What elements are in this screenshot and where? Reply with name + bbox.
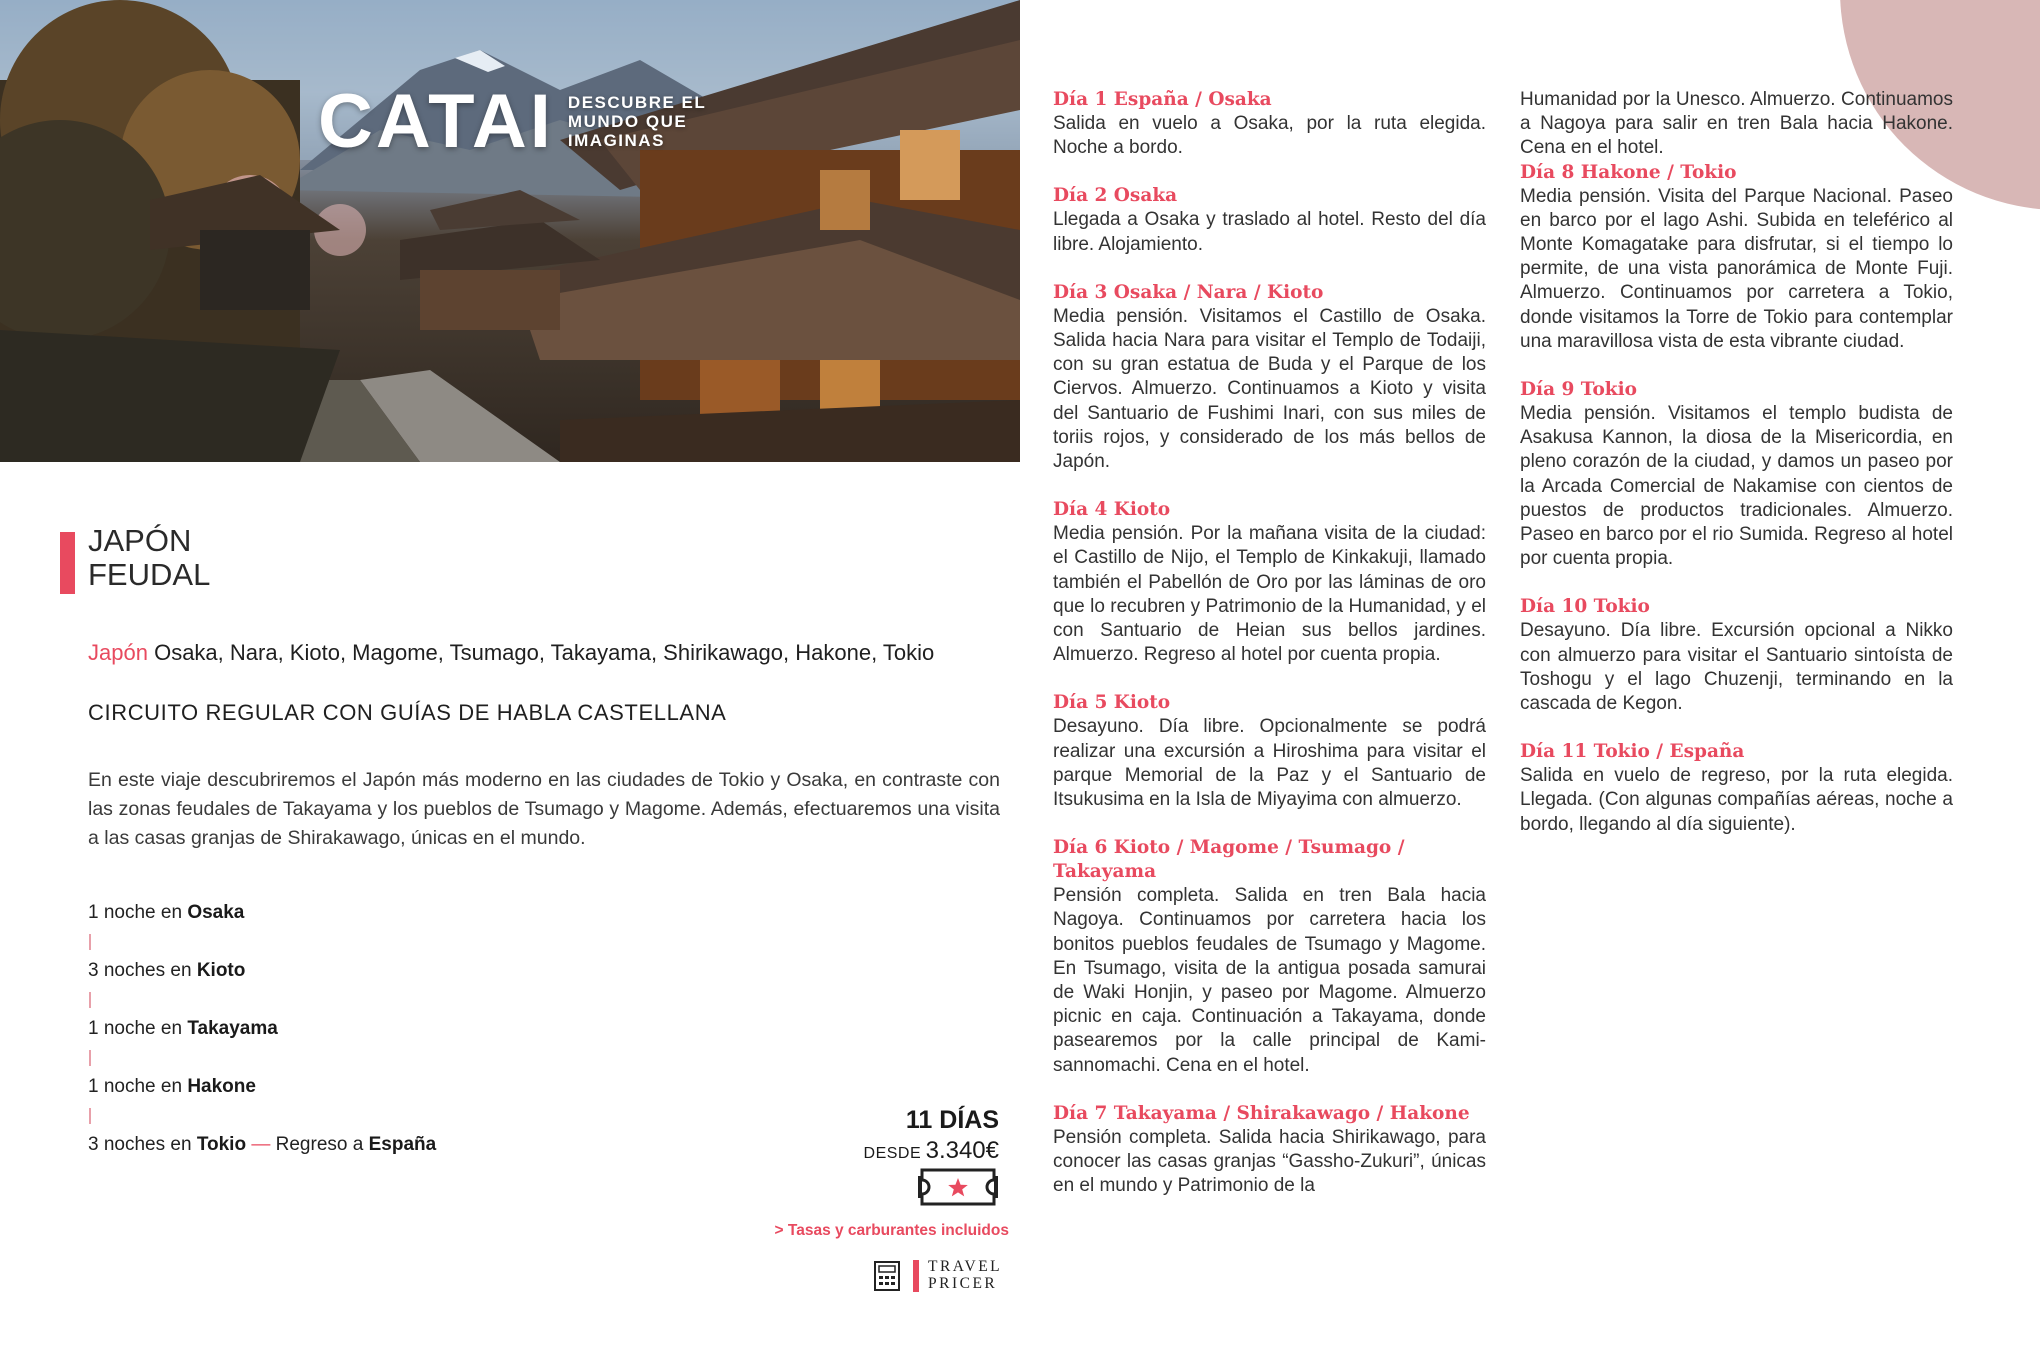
- itinerary-column-1: [1053, 88, 1486, 1199]
- itinerary-day: [1053, 836, 1486, 1078]
- travel-pricer-logo: [928, 1258, 1002, 1292]
- itinerary-day: [1053, 184, 1486, 256]
- day-title: Día 7 Takayama / Shirakawago / Hakone: [1053, 1102, 1470, 1124]
- trip-duration: 11 DÍAS: [905, 1106, 999, 1134]
- brand-tagline-line: DESCUBRE EL: [567, 93, 707, 112]
- day-text: Salida en vuelo a Osaka, por la ruta elegida. Noche a bordo.: [1053, 113, 1486, 159]
- brand-name: CATAI: [318, 79, 554, 164]
- itinerary-day: [1053, 88, 1486, 160]
- intro-paragraph: En este viaje descubriremos el Japón más moderno en las ciudades de Tokio y Osaka, en contraste con las zonas feudales de Takayama y los pueblos de Tsumago y Magome. Además, efectuaremos una visita a las casas granjas de Shirakawago, únicas en el mundo.: [88, 769, 1000, 849]
- itinerary-day: [1520, 595, 1953, 716]
- day-text: Salida en vuelo de regreso, por la ruta elegida. Llegada. (Con algunas compañías aéreas, noche a bordo, llegando al día siguiente).: [1520, 765, 1953, 835]
- itinerary-day: [1520, 378, 1953, 571]
- night-count: 3 noches en: [88, 960, 192, 981]
- catai-logo: [318, 78, 706, 165]
- night-dash: —: [251, 1134, 271, 1155]
- nights-list: [88, 898, 588, 1159]
- day-title: Día 1 España / Osaka: [1053, 89, 1272, 110]
- calculator-icon: [873, 1260, 901, 1292]
- night-city: Takayama: [187, 1018, 278, 1039]
- itinerary-day: [1520, 740, 1953, 837]
- day-title: Día 9 Tokio: [1520, 379, 1637, 401]
- day-title: Día 5 Kioto: [1053, 692, 1171, 714]
- itinerary-day: [1520, 161, 1953, 354]
- pricer-accent-bar: [913, 1260, 919, 1292]
- page-title: [88, 524, 210, 592]
- day-title: Día 3 Osaka / Nara / Kioto: [1053, 281, 1324, 303]
- price-amount: 3.340€: [925, 1137, 999, 1164]
- day-text: Pensión completa. Salida hacia Shirikawago, para conocer las casas granjas “Gassho-Zukuri”, únicas en el mundo y Patrimonio de la: [1053, 1126, 1486, 1197]
- cities-list: Osaka, Nara, Kioto, Magome, Tsumago, Takayama, Shirikawago, Hakone, Tokio: [154, 640, 935, 665]
- day-title: Día 6 Kioto / Magome / Tsumago / Takayama: [1053, 837, 1405, 883]
- day-text: Desayuno. Día libre. Excursión opcional a Nikko con almuerzo para visitar el Santuario sintoísta de Toshogu y el lago Chuzenji, terminando en la cascada de Kegon.: [1520, 620, 1953, 715]
- day-title: Día 2 Osaka: [1053, 185, 1178, 207]
- title-line: FEUDAL: [88, 557, 211, 592]
- night-separator: [88, 927, 588, 956]
- day-text: Media pensión. Visitamos el templo budista de Asakusa Kannon, la diosa de la Misericordia, en pleno corazón de la ciudad, y damos un paseo por la Arcada Comercial de Nakamise con cientos de puestos de productos tradicionales. Almuerzo. Paseo en barco por el rio Sumida. Regreso al hotel por cuenta propia.: [1520, 403, 1953, 570]
- itinerary-column-2: [1520, 88, 1953, 861]
- night-city: Tokio: [196, 1134, 247, 1155]
- night-item: [88, 1072, 588, 1101]
- hero-photo: [0, 0, 1020, 462]
- title-line: JAPÓN: [88, 523, 192, 558]
- day-text: Media pensión. Visitamos el Castillo de Osaka. Salida hacia Nara para visitar el Templo de Todaiji, con su gran estatua de Buda y el Parque de los Ciervos. Almuerzo. Continuamos a Kioto y visita del Santuario de Fushimi Inari, con sus miles de toriis rojos, y considerado de los más bellos de Japón.: [1053, 305, 1486, 473]
- night-city: Kioto: [196, 960, 246, 981]
- village-illustration: [0, 0, 1020, 462]
- night-count: 1 noche en: [88, 902, 183, 923]
- night-city: Osaka: [187, 902, 245, 923]
- itinerary-day: [1053, 691, 1486, 812]
- country-label: Japón: [88, 640, 148, 665]
- return-city: España: [368, 1134, 437, 1155]
- ticket-icon: [916, 1166, 1000, 1208]
- title-accent-bar: [60, 532, 75, 594]
- night-item: [88, 1130, 588, 1159]
- itinerary-day: [1053, 281, 1486, 474]
- night-item: [88, 898, 588, 927]
- night-item: [88, 1014, 588, 1043]
- price-from-label: DESDE: [863, 1145, 922, 1162]
- itinerary-day: [1053, 1102, 1486, 1199]
- day-title: Día 11 Tokio / España: [1520, 741, 1745, 763]
- pricer-line: TRAVEL: [928, 1258, 1003, 1275]
- night-separator: [88, 1043, 588, 1072]
- brand-tagline-line: MUNDO QUE: [567, 112, 688, 131]
- route-cities: [88, 640, 934, 666]
- price: [864, 1137, 999, 1165]
- itinerary-day: [1053, 498, 1486, 667]
- night-count: 1 noche en: [88, 1018, 183, 1039]
- pricer-line: PRICER: [928, 1275, 998, 1292]
- return-label: Regreso a: [275, 1134, 364, 1155]
- night-separator: [88, 985, 588, 1014]
- brand-tagline-line: IMAGINAS: [567, 131, 665, 150]
- day-title: Día 8 Hakone / Tokio: [1520, 161, 1737, 183]
- night-count: 1 noche en: [88, 1076, 183, 1097]
- day-text: Media pensión. Visita del Parque Nacional. Paseo en barco por el lago Ashi. Subida en teleférico al Monte Komagatake para disfrutar, si el tiempo lo permite, de una vista panorámica de Monte Fuji. Almuerzo. Continuamos por carretera a Tokio, donde visitamos la Torre de Tokio para contemplar una maravillosa vista de esta vibrante ciudad.: [1520, 185, 1953, 352]
- day-title: Día 10 Tokio: [1520, 596, 1650, 618]
- night-item: [88, 956, 588, 985]
- brand-tagline: [568, 93, 706, 150]
- itinerary-continuation: [1520, 88, 1953, 161]
- night-separator: [88, 1101, 588, 1130]
- day-text: Desayuno. Día libre. Opcionalmente se podrá realizar una excursión a Hiroshima para visitar el parque Memorial de la Paz y el Santuario de Itsukusima en la Isla de Miyayima con almuerzo.: [1053, 716, 1486, 811]
- night-count: 3 noches en: [88, 1134, 192, 1155]
- taxes-note: > Tasas y carburantes incluidos: [774, 1222, 1009, 1239]
- circuit-type: CIRCUITO REGULAR CON GUÍAS DE HABLA CASTELLANA: [88, 700, 727, 725]
- day-text: Media pensión. Por la mañana visita de la ciudad: el Castillo de Nijo, el Templo de Kinkakuji, llamado también el Pabellón de Oro por las láminas de oro que lo recubren y Patrimonio de la Humanidad, y el con Santuario de Heian sus bellos jardines. Almuerzo. Regreso al hotel por cuenta propia.: [1053, 523, 1486, 666]
- day-title: Día 4 Kioto: [1053, 499, 1171, 521]
- day-text: Pensión completa. Salida en tren Bala hacia Nagoya. Continuamos por carretera hacia los bonitos pueblos feudales de Tsumago y Magome. En Tsumago, visita de la antigua posada samurai de Waki Honjin, y paseo por Magome. Almuerzo picnic en caja. Continuación a Takayama, donde pasearemos por la calle principal de Kami-sannomachi. Cena en el hotel.: [1053, 885, 1486, 1076]
- day-text: Llegada a Osaka y traslado al hotel. Resto del día libre. Alojamiento.: [1053, 209, 1486, 255]
- day-text: Humanidad por la Unesco. Almuerzo. Continuamos a Nagoya para salir en tren Bala hacia Hakone. Cena en el hotel.: [1520, 89, 1953, 159]
- night-city: Hakone: [187, 1076, 256, 1097]
